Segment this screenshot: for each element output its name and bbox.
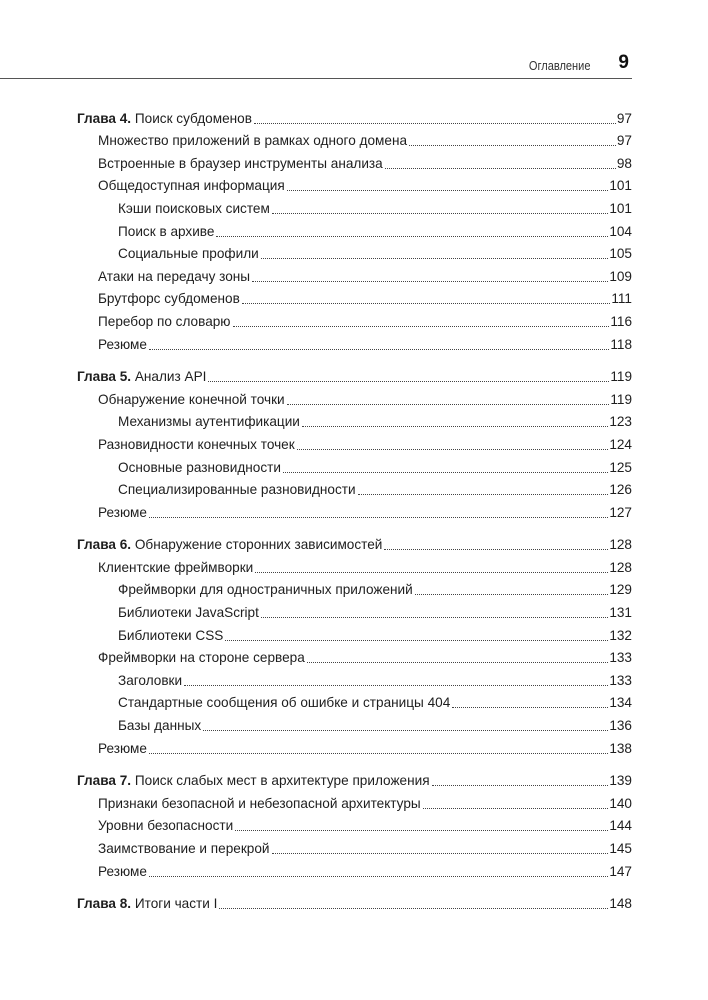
toc-chapter-entry[interactable] xyxy=(77,890,632,913)
toc-entry-title: Библиотеки JavaScript xyxy=(118,605,259,621)
dot-leader xyxy=(149,875,608,877)
toc-entry-title: Встроенные в браузер инструменты анализа xyxy=(98,155,383,171)
toc-subsection-entry[interactable] xyxy=(77,576,632,599)
toc-entry-title: Основные разновидности xyxy=(118,459,281,475)
toc-entry-title: Брутфорс субдоменов xyxy=(98,291,240,307)
toc-page-number: 139 xyxy=(609,773,632,789)
toc-page-number: 125 xyxy=(609,459,632,475)
toc-entry-title: Библиотеки CSS xyxy=(118,627,224,643)
toc-page-number: 111 xyxy=(611,291,632,307)
chapter-title: Анализ API xyxy=(134,369,207,385)
dot-leader xyxy=(216,235,608,237)
toc-chapter-entry[interactable] xyxy=(77,104,632,127)
toc-chapter-entry[interactable] xyxy=(77,767,632,790)
toc-entry-title: Общедоступная информация xyxy=(98,178,285,194)
dot-leader xyxy=(415,593,609,595)
toc-subsection-entry[interactable] xyxy=(77,194,632,217)
chapter-group xyxy=(77,531,632,757)
toc-page-number: 136 xyxy=(609,718,632,734)
toc-section-entry[interactable] xyxy=(77,307,632,330)
toc-entry-title: Резюме xyxy=(98,504,147,520)
dot-leader xyxy=(208,380,609,382)
chapter-number: Глава 5. xyxy=(77,369,132,385)
dot-leader xyxy=(219,907,608,909)
dot-leader xyxy=(233,325,610,327)
dot-leader xyxy=(385,167,616,169)
dot-leader xyxy=(149,516,608,518)
table-of-contents xyxy=(77,104,632,922)
toc-subsection-entry[interactable] xyxy=(77,217,632,240)
toc-section-entry[interactable] xyxy=(77,172,632,195)
toc-entry-title xyxy=(77,111,253,127)
toc-chapter-entry[interactable] xyxy=(77,363,632,386)
dot-leader xyxy=(287,403,610,405)
toc-entry-title: Фреймворки на стороне сервера xyxy=(98,650,305,666)
toc-entry-title: Перебор по словарю xyxy=(98,313,231,329)
toc-page-number: 116 xyxy=(610,313,632,329)
chapter-group xyxy=(77,890,632,913)
toc-entry-title: Механизмы аутентификации xyxy=(118,414,300,430)
toc-entry-title: Базы данных xyxy=(118,718,202,734)
toc-section-entry[interactable] xyxy=(77,498,632,521)
dot-leader xyxy=(261,616,608,618)
toc-section-entry[interactable] xyxy=(77,644,632,667)
toc-page-number: 131 xyxy=(609,605,632,621)
dot-leader xyxy=(287,189,609,191)
running-header xyxy=(0,50,632,79)
toc-page-number: 97 xyxy=(616,133,632,149)
toc-entry-title: Атаки на передачу зоны xyxy=(98,268,251,284)
toc-section-entry[interactable] xyxy=(77,553,632,576)
toc-entry-title: Признаки безопасной и небезопасной архитектуры xyxy=(98,795,421,811)
chapter-number: Глава 8. xyxy=(77,896,132,912)
toc-subsection-entry[interactable] xyxy=(77,689,632,712)
toc-entry-title: Фреймворки для одностраничных приложений xyxy=(118,582,413,598)
toc-subsection-entry[interactable] xyxy=(77,408,632,431)
toc-subsection-entry[interactable] xyxy=(77,711,632,734)
toc-page-number: 124 xyxy=(609,436,632,452)
running-header-title: Оглавление xyxy=(528,58,590,73)
toc-page-number: 118 xyxy=(610,336,632,352)
chapter-number: Глава 6. xyxy=(77,537,132,553)
toc-entry-title: Обнаружение конечной точки xyxy=(98,391,285,407)
dot-leader xyxy=(242,302,610,304)
chapter-number: Глава 4. xyxy=(77,110,132,126)
toc-page-number: 134 xyxy=(609,695,632,711)
chapter-group xyxy=(77,767,632,880)
dot-leader xyxy=(261,257,609,259)
toc-section-entry[interactable] xyxy=(77,149,632,172)
toc-section-entry[interactable] xyxy=(77,734,632,757)
toc-chapter-entry[interactable] xyxy=(77,531,632,554)
toc-page-number: 98 xyxy=(616,155,632,171)
dot-leader xyxy=(254,122,616,124)
chapter-title: Поиск слабых мест в архитектуре приложения xyxy=(134,773,430,789)
toc-subsection-entry[interactable] xyxy=(77,598,632,621)
toc-page-number: 104 xyxy=(609,223,632,239)
dot-leader xyxy=(225,639,608,641)
chapter-title: Итоги части I xyxy=(134,896,218,912)
toc-entry-title xyxy=(77,369,207,385)
dot-leader xyxy=(184,684,608,686)
toc-page-number: 148 xyxy=(609,896,632,912)
toc-entry-title: Социальные профили xyxy=(118,246,259,262)
toc-entry-title xyxy=(77,773,431,789)
chapter-group xyxy=(77,363,632,521)
dot-leader xyxy=(452,706,608,708)
toc-page-number: 105 xyxy=(609,246,632,262)
toc-entry-title xyxy=(77,896,218,912)
dot-leader xyxy=(358,493,609,495)
toc-page-number: 126 xyxy=(609,482,632,498)
chapter-title: Обнаружение сторонних зависимостей xyxy=(134,537,383,553)
toc-section-entry[interactable] xyxy=(77,385,632,408)
toc-page-number: 145 xyxy=(609,841,632,856)
toc-subsection-entry[interactable] xyxy=(77,666,632,689)
dot-leader xyxy=(149,348,609,350)
toc-subsection-entry[interactable] xyxy=(77,453,632,476)
toc-page-number: 97 xyxy=(616,110,632,126)
toc-entry-title: Множество приложений в рамках одного домена xyxy=(98,133,408,149)
toc-page-number: 127 xyxy=(609,504,632,520)
toc-section-entry[interactable] xyxy=(77,285,632,308)
toc-entry-title: Уровни безопасности xyxy=(98,818,234,834)
dot-leader xyxy=(384,548,608,550)
toc-page-number: 101 xyxy=(609,200,632,216)
dot-leader xyxy=(302,425,608,427)
chapter-group xyxy=(77,104,632,353)
toc-entry-title: Резюме xyxy=(98,863,147,879)
toc-entry-title: Кэши поисковых систем xyxy=(118,200,270,216)
toc-entry-title: Заголовки xyxy=(118,672,183,688)
toc-page-number: 128 xyxy=(609,537,632,553)
toc-entry-title: Специализированные разновидности xyxy=(118,482,356,498)
dot-leader xyxy=(272,852,609,854)
toc-section-entry[interactable] xyxy=(77,330,632,353)
toc-page-number: 138 xyxy=(609,740,632,756)
toc-section-entry[interactable] xyxy=(77,430,632,453)
toc-page-number: 109 xyxy=(609,268,632,284)
toc-page-number: 123 xyxy=(609,414,632,430)
toc-page-number: 128 xyxy=(609,559,632,575)
toc-entry-title: Поиск в архиве xyxy=(118,223,215,239)
dot-leader xyxy=(423,807,609,809)
toc-page-number: 133 xyxy=(609,650,632,666)
toc-page-number: 101 xyxy=(609,178,632,194)
toc-page-number: 132 xyxy=(609,627,632,643)
toc-section-entry[interactable] xyxy=(77,812,632,835)
toc-page-number: 129 xyxy=(609,582,632,598)
toc-entry-title: Стандартные сообщения об ошибке и страницы 404 xyxy=(118,695,451,711)
chapter-title: Поиск субдоменов xyxy=(134,110,252,126)
dot-leader xyxy=(272,212,608,214)
toc-subsection-entry[interactable] xyxy=(77,621,632,644)
dot-leader xyxy=(149,752,608,754)
toc-entry-title: Заимствование и перекрой xyxy=(98,841,270,856)
toc-page-number: 144 xyxy=(609,818,632,834)
dot-leader xyxy=(297,448,609,450)
toc-section-entry[interactable] xyxy=(77,262,632,285)
toc-page-number: 119 xyxy=(610,391,632,407)
toc-section-entry[interactable] xyxy=(77,127,632,150)
toc-section-entry[interactable] xyxy=(77,857,632,880)
toc-entry-title xyxy=(77,537,383,553)
toc-section-entry[interactable] xyxy=(77,834,632,857)
toc-page-number: 147 xyxy=(609,863,632,879)
toc-entry-title: Резюме xyxy=(98,336,147,352)
dot-leader xyxy=(283,471,608,473)
toc-section-entry[interactable] xyxy=(77,789,632,812)
dot-leader xyxy=(307,661,609,663)
dot-leader xyxy=(203,729,608,731)
toc-entry-title: Резюме xyxy=(98,740,147,756)
toc-subsection-entry[interactable] xyxy=(77,240,632,263)
dot-leader xyxy=(409,144,616,146)
chapter-number: Глава 7. xyxy=(77,773,132,789)
toc-entry-title: Разновидности конечных точек xyxy=(98,436,295,452)
page-number: 9 xyxy=(618,52,629,73)
toc-entry-title: Клиентские фреймворки xyxy=(98,559,254,575)
toc-subsection-entry[interactable] xyxy=(77,476,632,499)
toc-page-number: 119 xyxy=(610,369,632,385)
dot-leader xyxy=(235,829,608,831)
toc-page-number: 140 xyxy=(609,795,632,811)
dot-leader xyxy=(255,571,608,573)
toc-page-number: 133 xyxy=(609,672,632,688)
dot-leader xyxy=(252,280,608,282)
dot-leader xyxy=(432,784,609,786)
